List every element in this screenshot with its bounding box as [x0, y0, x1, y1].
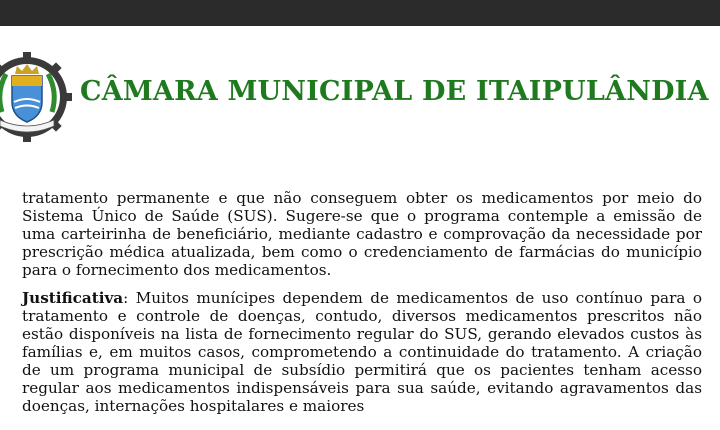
paragraph-1: tratamento permanente e que não conseguem obter os medicamentos por meio do Sistema Único de Saúde (SUS). Sugere-se que o programa contemple a emissão de uma carteirinha de beneficiário, mediante cadastro e comprovação da necessidade por prescrição médica atualizada, bem como o credenciamento de farmácias do município para o fornecimento dos medicamentos. [22, 189, 702, 279]
municipal-crest-logo [0, 52, 72, 142]
crest-icon [0, 52, 72, 142]
justification-label: Justificativa [22, 289, 124, 307]
justification-text: : Muitos munícipes dependem de medicamentos de uso contínuo para o tratamento e controle de doenças, contudo, diversos medicamentos prescritos não estão disponíveis na lista de fornecimento regular do SUS, gerando elevados custos às famílias e, em muitos casos, comprometendo a continuidade do tratamento. A criação de um programa municipal de subsídio permitirá que os pacientes tenham acesso regular aos medicamentos indispensáveis para sua saúde, evitando agravamentos das doenças, internações hospitalares e maiores [22, 289, 702, 415]
justification-paragraph [22, 289, 702, 415]
document-body [22, 189, 702, 415]
page-title: CÂMARA MUNICIPAL DE ITAIPULÂNDIA [80, 76, 709, 107]
paragraph-spacer [22, 279, 702, 289]
top-bar [0, 0, 720, 26]
